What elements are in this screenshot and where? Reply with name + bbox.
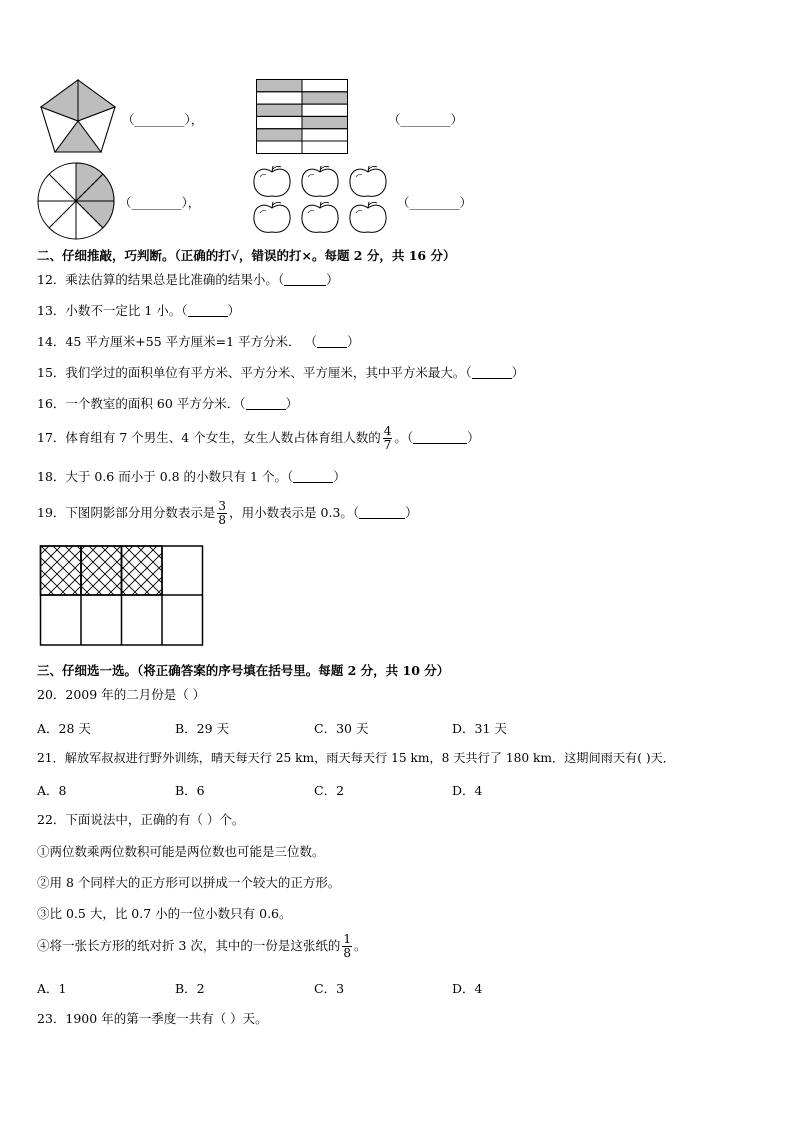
statement-text: ④将一张长方形的纸对折 3 次，其中的一份是这张纸的 — [37, 938, 341, 953]
question-text: 12．乘法估算的结果总是比准确的结果小。（ — [37, 272, 285, 287]
question-21: 21．解放军叔叔进行野外训练，晴天每天行 25 km，雨天每天行 15 km，8 天共行了 180 km．这期间雨天有( )天． — [37, 751, 675, 765]
option-a[interactable]: A．28 天 — [37, 721, 91, 736]
fraction — [342, 933, 352, 960]
question-text: 14．45 平方厘米+55 平方厘米=1 平方分米． （ — [37, 334, 318, 349]
question-text: 15．我们学过的面积单位有平方米、平方分米、平方厘米，其中平方米最大。（ — [37, 365, 472, 380]
question-19 — [37, 500, 418, 527]
question-tail: ） — [511, 365, 525, 380]
pentagon-figure — [36, 76, 120, 156]
question-tail: ） — [333, 469, 346, 484]
answer-blank[interactable] — [284, 273, 326, 286]
question-tail: ） — [285, 396, 299, 411]
question-text-cont: ，用小数表示是 0.3。（ — [229, 505, 360, 520]
statement-tail: 。 — [354, 938, 367, 953]
question-text: 13．小数不一定比 1 小。（ — [37, 303, 188, 318]
question-16 — [37, 396, 298, 412]
fraction — [217, 500, 227, 527]
question-text: 18．大于 0.6 而小于 0.8 的小数只有 1 个。（ — [37, 469, 294, 484]
fraction — [383, 425, 393, 452]
option-a[interactable]: A．1 — [37, 981, 67, 996]
question-22: 22．下面说法中，正确的有（ ）个。 — [37, 812, 245, 827]
fraction-denominator: 8 — [343, 946, 352, 960]
question-20: 20．2009 年的二月份是（ ） — [37, 687, 206, 702]
fraction-denominator: 8 — [218, 513, 227, 527]
question-23: 23．1900 年的第一季度一共有（ ）天。 — [37, 1011, 268, 1026]
answer-blank[interactable] — [317, 335, 347, 348]
fraction-numerator: 4 — [383, 424, 392, 438]
option-c[interactable]: C．3 — [314, 981, 345, 996]
fraction-denominator: 7 — [383, 438, 392, 452]
option-b[interactable]: B．2 — [175, 981, 205, 996]
option-a[interactable]: A．8 — [37, 783, 67, 798]
option-d[interactable]: D．31 天 — [452, 721, 507, 736]
fraction-numerator: 1 — [343, 932, 352, 946]
question-text: 16．一个教室的面积 60 平方分米．（ — [37, 396, 246, 411]
question-tail: ） — [467, 430, 480, 445]
fraction-numerator: 3 — [218, 499, 227, 513]
answer-blank[interactable] — [293, 470, 333, 483]
option-b[interactable]: B．29 天 — [175, 721, 230, 736]
section-3-heading: 三、仔细选一选。（将正确答案的序号填在括号里。每题 2 分，共 10 分） — [37, 663, 450, 678]
question-18 — [37, 469, 346, 485]
question-13 — [37, 303, 240, 319]
question-12 — [37, 272, 339, 288]
answer-blank[interactable] — [359, 506, 405, 519]
answer-blank[interactable] — [246, 397, 286, 410]
question-text-cont: 。（ — [394, 430, 414, 445]
statement-1: ①两位数乘两位数积可能是两位数也可能是三位数。 — [37, 844, 325, 859]
question-tail: ） — [227, 303, 241, 318]
option-d[interactable]: D．4 — [452, 783, 483, 798]
apples-figure — [252, 164, 388, 236]
circle-figure — [36, 161, 116, 241]
answer-blank[interactable] — [413, 431, 467, 444]
option-c[interactable]: C．30 天 — [314, 721, 369, 736]
shaded-grid-figure — [39, 544, 205, 647]
answer-blank[interactable] — [188, 304, 228, 317]
statement-2: ②用 8 个同样大的正方形可以拼成一个较大的正方形。 — [37, 875, 341, 890]
answer-blank-2[interactable]: （________） — [388, 112, 464, 127]
question-tail: ） — [347, 334, 360, 349]
question-text: 19．下图阴影部分用分数表示是 — [37, 505, 216, 520]
question-15 — [37, 365, 524, 381]
option-c[interactable]: C．2 — [314, 783, 345, 798]
statement-3: ③比 0.5 大，比 0.7 小的一位小数只有 0.6。 — [37, 906, 292, 921]
answer-blank-3[interactable]: （________）， — [119, 195, 201, 210]
question-17 — [37, 425, 480, 452]
answer-blank-1[interactable]: （________）， — [122, 112, 204, 127]
section-2-heading: 二、仔细推敲，巧判断。（正确的打√，错误的打×。每题 2 分，共 16 分） — [37, 248, 456, 263]
grid-rectangle-figure — [256, 79, 348, 155]
question-14 — [37, 334, 360, 350]
question-text: 17．体育组有 7 个男生、4 个女生，女生人数占体育组人数的 — [37, 430, 381, 445]
statement-4 — [37, 933, 367, 960]
answer-blank[interactable] — [472, 366, 512, 379]
option-d[interactable]: D．4 — [452, 981, 483, 996]
question-tail: ） — [326, 272, 339, 287]
question-tail: ） — [405, 505, 418, 520]
answer-blank-4[interactable]: （________） — [397, 195, 473, 210]
option-b[interactable]: B．6 — [175, 783, 205, 798]
